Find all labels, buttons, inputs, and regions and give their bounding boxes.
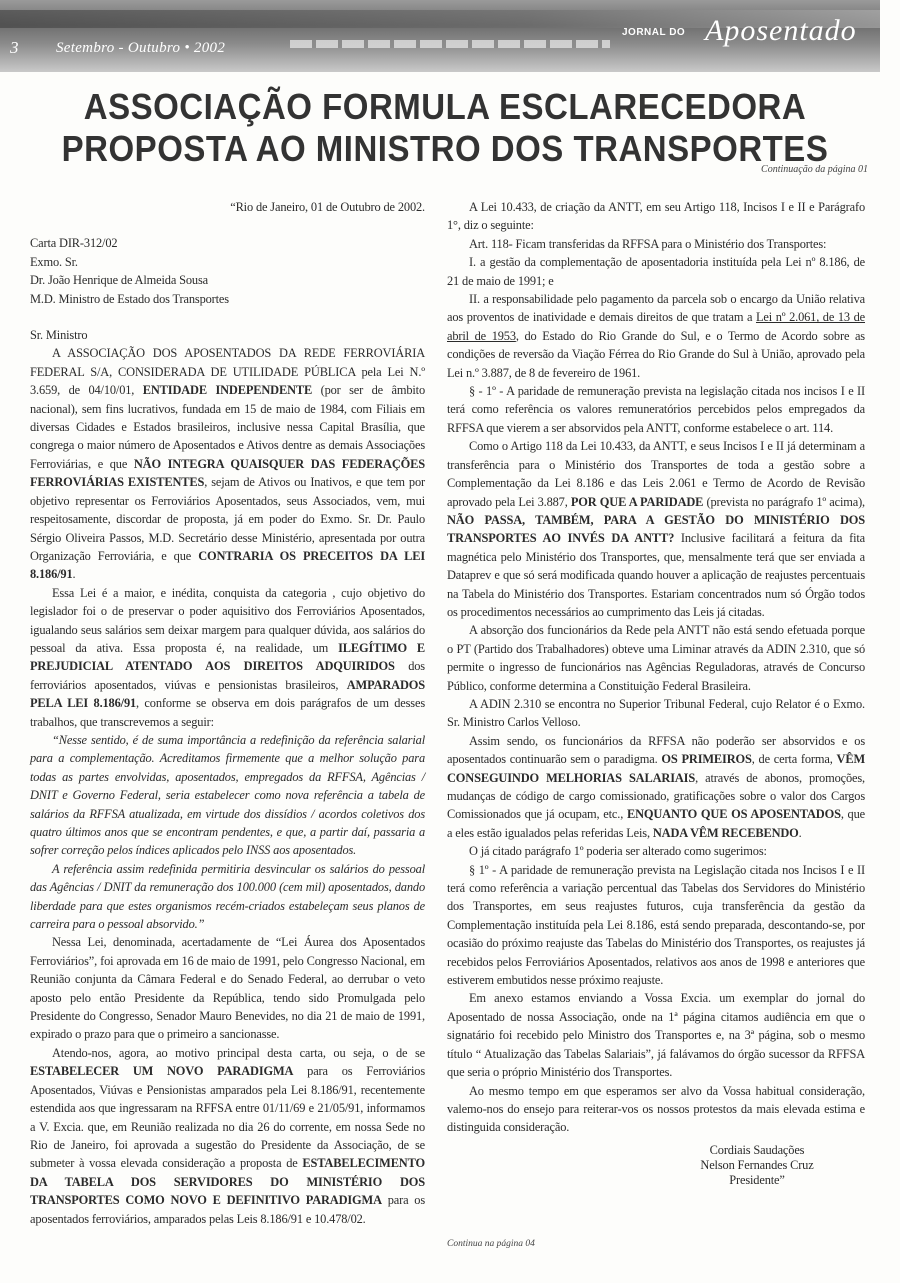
text-run: Dr. João Henrique de Almeida Sousa [30, 273, 208, 288]
text-run: Assim sendo, os funcionários da RFFSA não poderão ser absorvidos e os aposentados continuarão sem o paradigma. [447, 733, 865, 767]
text-run: “Nesse sentido, é de suma importância a redefinição da referência salarial para a complementação. Acreditamos firmemente que a melhor solução para todas as partes envolvidas, aposentados, empregados da RFFSA, Agências / DNIT e Governo Federal, seria estabelecer como nova referência a tabela de salários da RFFSA atualizada, em virtude dos dissídios / acordos coletivos dos quatro últimos anos que se encontram pendentes, e que, a partir daí, passaria a sofrer correção pelos índices aplicados pelo INSS aos aposentados. [30, 732, 425, 858]
text-run: Como o Artigo 118 da Lei 10.433, da ANTT, e seus Incisos I e II já determinam a transferência para o Ministério dos Transportes de toda a gestão sobre a Complementação da Lei 8.186 e das Leis 2.061 e Termo de Acordo de Revisão aprovado pela Lei 3.887, [447, 439, 865, 509]
paragraph [30, 198, 425, 216]
text-run: , conforme se observa em dois parágrafos de um desses trabalhos, que transcrevemos a seguir: [30, 696, 426, 729]
paragraph [447, 989, 865, 1081]
text-run: A ASSOCIAÇÃO DOS APOSENTADOS DA REDE FERROVIÁRIA FEDERAL S/A, CONSIDERADA DE UTILIDADE PÚBLICA pela Lei N.º 3.659, de 04/10/01, [30, 346, 425, 398]
bold-text: AMPARADOS PELA LEI 8.186/91 [30, 677, 425, 711]
paragraph [447, 732, 865, 842]
continuation-from: Continuação da página 01 [761, 164, 868, 175]
publication-logo: Aposentado [705, 14, 857, 47]
paragraph [447, 621, 865, 695]
text-run: A referência assim redefinida permitiria desvincular os salários do pessoal das Agências / DNIT da remuneração dos 100.000 (cem mil) aposentados, dando liberdade para que estes organismos recém-criados estabeleçam seus planos de carreira para o pessoal absorvido.” [30, 861, 425, 932]
bold-text: ENQUANTO QUE OS APOSENTADOS [626, 807, 841, 822]
text-run: . [72, 567, 76, 582]
text-run: Atendo-nos, agora, ao motivo principal desta carta, ou seja, o de se [52, 1045, 425, 1060]
text-run: A absorção dos funcionários da Rede pela ANTT não está sendo efetuada porque o PT (Partido dos Trabalhadores) obteve uma Liminar através da ADIN 2.310, que só permite o ingresso de funcionários nas Agências Reguladoras, através de Concurso Público, conforme determina a Constituição Federal Brasileira. [447, 623, 865, 693]
signature-name: Nelson Fernandes Cruz [700, 1157, 814, 1172]
paragraph [30, 234, 425, 252]
paragraph [447, 253, 865, 290]
signature-role: Presidente” [729, 1172, 785, 1187]
paragraph [30, 290, 425, 308]
article-column-left [30, 198, 425, 1228]
text-run: M.D. Ministro de Estado dos Transportes [30, 291, 229, 306]
text-run: , de certa forma, [751, 752, 837, 767]
text-run: “Rio de Janeiro, 01 de Outubro de 2002. [230, 200, 425, 214]
article-title [30, 86, 860, 170]
text-run: Art. 118- Ficam transferidas da RFFSA para o Ministério dos Transportes: [469, 236, 827, 251]
bold-text: NÃO PASSA, TAMBÉM, PARA A GESTÃO DO MINISTÉRIO DOS TRANSPORTES AO INVÉS DA ANTT? [447, 512, 865, 546]
paragraph [447, 290, 865, 382]
paragraph [30, 860, 425, 934]
train-windows-decoration [290, 40, 610, 48]
text-run: , através de abonos, promoções, mudanças de código de cargo comissionado, gratificações sobre o valor dos Cargos Comissionados que já ocupam, etc., [447, 770, 865, 822]
bold-text: ENTIDADE INDEPENDENTE [142, 383, 313, 398]
text-run: Sr. Ministro [30, 328, 88, 343]
publication-prefix: JORNAL DO [622, 27, 686, 38]
text-run: Exmo. Sr. [30, 254, 78, 269]
text-run: Inclusive facilitará a feitura da fita magnética pelo Ministério dos Transportes, que, mensalmente terá que ser enviada a Dataprev e que só será modificada quando houver a aplicação de reajustes percentuais na Tabela do Ministério dos Transportes. Estariam concentrados num só Órgão todos os procedimentos necessários ao cumprimento das Leis já citadas. [447, 531, 866, 619]
article-column-right [447, 198, 865, 1188]
bold-text: ESTABELECER UM NOVO PARADIGMA [30, 1064, 294, 1079]
text-run: O já citado parágrafo 1º poderia ser alterado como sugerimos: [469, 844, 767, 859]
paragraph [447, 842, 865, 860]
text-run: A ADIN 2.310 se encontra no Superior Tribunal Federal, cujo Relator é o Exmo. Sr. Ministro Carlos Velloso. [447, 696, 865, 730]
text-run: , que a eles estão igualados pelas referidas Leis, [447, 807, 865, 840]
text-run: dos ferroviários aposentados, viúvas e pensionistas brasileiros, [30, 659, 425, 692]
signature-closing: Cordiais Saudações [709, 1142, 805, 1157]
text-run: Em anexo estamos enviando a Vossa Excia. um exemplar do jornal do Aposentado de nossa Associação, onde na 1ª página citamos audiência em que o signatário foi recebido pelo Ministro dos Transportes e, na 3ª página, sob o mesmo título “ Atualização das Tabelas Salariais”, já falávamos do órgão sucessor da RFFSA que seria o próprio Ministério dos Transportes. [447, 991, 865, 1080]
paragraph [447, 437, 865, 621]
text-run: (prevista no parágrafo 1º acima), [703, 494, 866, 509]
paragraph [30, 584, 425, 731]
underlined-text: Lei nº 2.061, de 13 de abril de 1953 [447, 310, 865, 343]
text-run: Nessa Lei, denominada, acertadamente de “Lei Áurea dos Aposentados Ferroviários”, foi aprovada em 16 de maio de 1991, pelo Congresso Nacional, em Reunião conjunta da Câmara Federal e do Senado Federal, ao derrubar o veto aposto pelo então Presidente da República, tendo sido Promulgada pelo Presidente do Congresso, Senador Mauro Benevides, no dia 21 de maio de 1991, expirado o prazo para que o primeiro a sancionasse. [30, 935, 425, 1042]
text-run: Carta DIR-312/02 [30, 236, 118, 251]
text-run: , sejam de Ativos ou Inativos, e que tem por objetivo representar os Ferroviários Aposentados, seus Associados, vem, mui respeitosamente, discordar de proposta, já em poder do Exmo. Sr. Dr. Paulo Sérgio Oliveira Passos, M.D. Secretário desse Ministério, apresentada por outra Organização Ferroviária, e que [30, 475, 425, 563]
paragraph [447, 382, 865, 437]
paragraph [30, 1044, 425, 1228]
text-run: (por ser de âmbito nacional), sem fins lucrativos, fundada em 15 de maio de 1984, com Filiais em diversas Cidades e Estados brasileiros, inclusive nessa Capital Brasília, que congrega o maior número de Aposentados e Ativos dentre as demais Associações Ferroviárias, e que [30, 383, 426, 471]
text-run: § - 1º - A paridade de remuneração prevista na legislação citada nos incisos I e II terá como referência os valores remuneratórios percebidos pelos empregados da RFFSA que vierem a ser absorvidos pela ANTT, conforme estabelece o art. 114. [447, 384, 865, 435]
continuation-to: Continua na página 04 [447, 1239, 535, 1249]
text-run: A Lei 10.433, de criação da ANTT, em seu Artigo 118, Incisos I e II e Parágrafo 1°, diz o seguinte: [447, 200, 865, 233]
title-line-1: ASSOCIAÇÃO FORMULA ESCLARECEDORA [83, 86, 807, 127]
bold-text: OS PRIMEIROS [661, 752, 752, 767]
bold-text: ILEGÍTIMO E PREJUDICIAL ATENTADO AOS DIREITOS ADQUIRIDOS [30, 640, 425, 674]
text-run: I. a gestão da complementação de aposentadoria instituída pela Lei nº 8.186, de 21 de maio de 1991; e [447, 255, 865, 288]
masthead-banner [0, 0, 880, 72]
bold-text: NADA VÊM RECEBENDO [652, 825, 799, 840]
paragraph [447, 1082, 865, 1137]
text-run: , do Estado do Rio Grande do Sul, e o Termo de Acordo sobre as condições de reversão da Viação Férrea do Rio Grande do Sul à União, aprovado pela Lei n.º 3.887, de 8 de fevereiro de 1961. [447, 328, 865, 380]
bold-text: VÊM CONSEGUINDO MELHORIAS SALARIAIS [447, 752, 866, 785]
text-run: para os Ferroviários Aposentados, Viúvas e Pensionistas amparados pela Lei 8.186/91, recentemente estendida aos que ingressaram na RFFSA entre 01/11/69 e 21/05/91, informamos a V. Excia. que, em Reunião realizada no dia 26 do corrente, em nossa Sede no Rio de Janeiro, foi aprovada a sugestão do Presidente da Associação, de se submeter à vossa elevada consideração a proposta de [30, 1064, 425, 1171]
paragraph [447, 861, 865, 990]
bold-text: POR QUE A PARIDADE [570, 494, 704, 509]
paragraph [447, 198, 865, 235]
text-run: § 1º - A paridade de remuneração prevista na Legislação citada nos Incisos I e II terá como referência a variação percentual das Tabelas dos Servidores do Ministério dos Transportes, em seus reajustes futuros, cuja transferência da gestão da Complementação instituída pela Lei 8.186, está sendo preparada, descontando-se, por ocasião do próximo reajuste das Tabelas do Ministério dos Transportes, os reajustes já recebidos pelos Ferroviários Aposentados, relativos aos anos de 1998 e anteriores que estiverem embutidos nesse próximo reajuste. [447, 862, 865, 988]
bold-text: CONTRARIA OS PRECEITOS DA LEI 8.186/91 [30, 548, 425, 582]
issue-date: Setembro - Outubro • 2002 [56, 40, 226, 56]
bold-text: NÃO INTEGRA QUAISQUER DAS FEDERAÇÕES FERROVIÁRIAS EXISTENTES [30, 456, 425, 490]
page-number: 3 [10, 38, 19, 57]
paragraph [447, 695, 865, 732]
paragraph [30, 344, 425, 583]
text-run: Ao mesmo tempo em que esperamos ser alvo da Vossa habitual consideração, valemo-nos do ensejo para reiterar-vos os nossos protestos da mais elevada estima e distinguida consideração. [447, 1083, 865, 1135]
text-run: . [798, 825, 802, 840]
paragraph [30, 271, 425, 289]
paragraph [447, 235, 865, 253]
paragraph [30, 933, 425, 1043]
paragraph [30, 253, 425, 271]
text-run: para os aposentados ferroviários, amparados pelas Leis 8.186/91 e 10.478/02. [30, 1193, 425, 1226]
text-run: II. a responsabilidade pelo pagamento da parcela sob o encargo da União relativa aos proventos de inatividade e demais direitos de que tratam a [447, 292, 865, 325]
paragraph [30, 326, 425, 344]
bold-text: ESTABELECIMENTO DA TABELA DOS SERVIDORES DO MINISTÉRIO DOS TRANSPORTES COMO NOVO E DEFINITIVO PARADIGMA [30, 1156, 425, 1208]
title-line-2: PROPOSTA AO MINISTRO DOS TRANSPORTES [61, 128, 829, 169]
text-run: Essa Lei é a maior, e inédita, conquista da categoria , cujo objetivo do legislador foi o de preservar o poder aquisitivo dos Ferroviários Aposentados, igualando seus salários sem deixar margem para qualquer dúvida, aos salários do pessoal da ativa. Essa proposta é, na realidade, um [30, 585, 425, 655]
paragraph [30, 731, 425, 860]
